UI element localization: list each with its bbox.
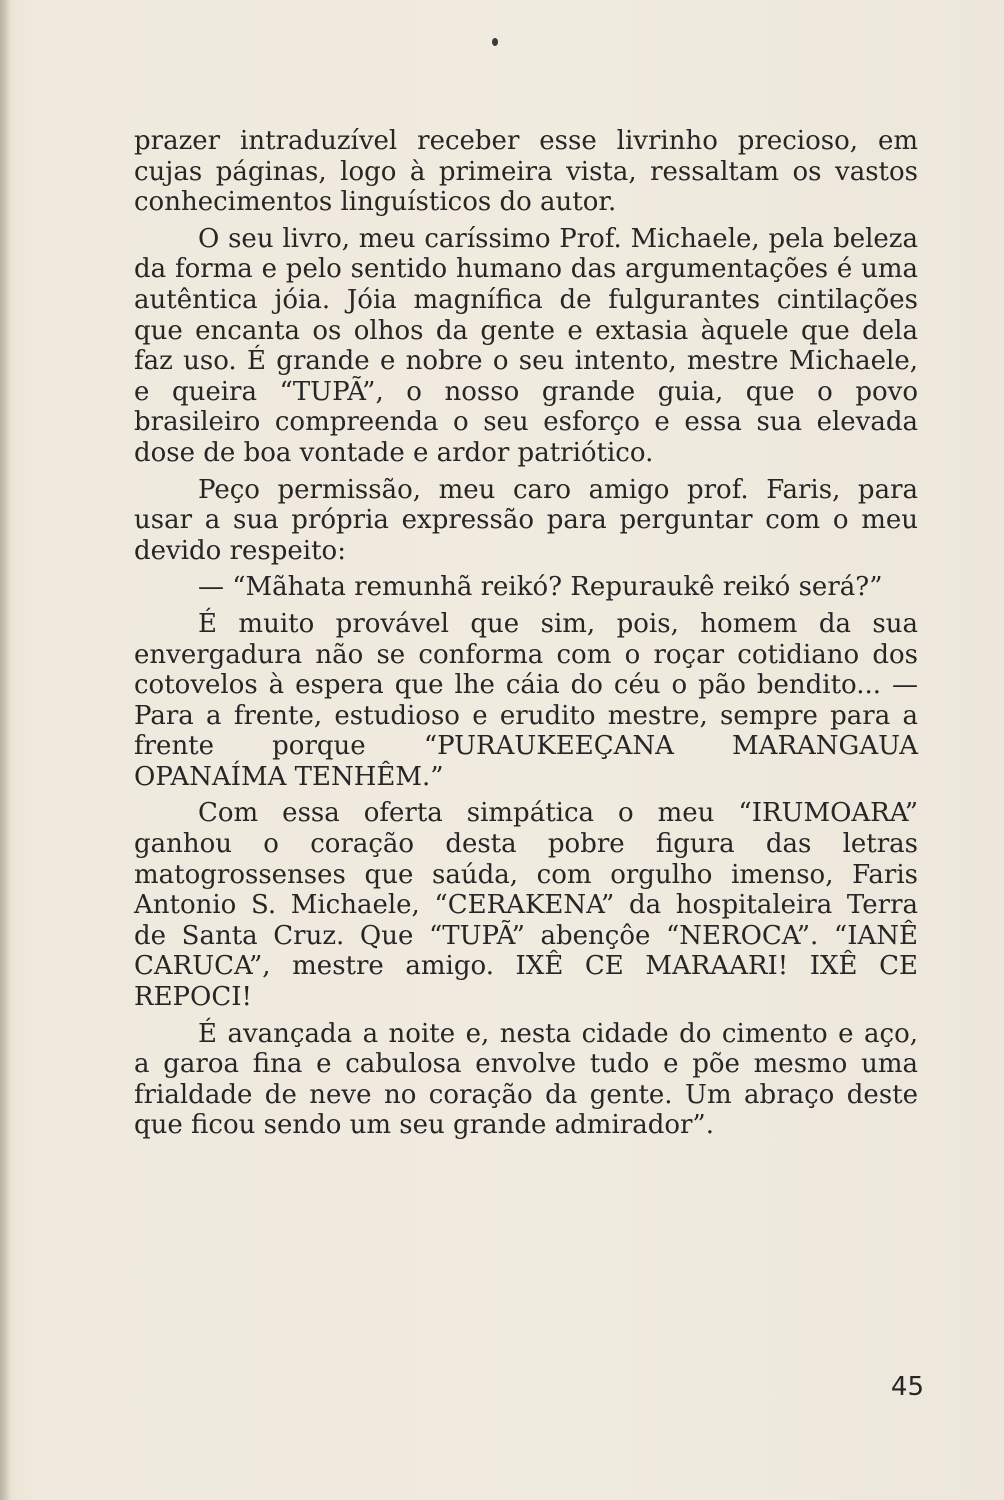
ink-dot: [492, 38, 498, 46]
text-body: [134, 126, 918, 1147]
paragraph-3: Peço permissão, meu caro amigo prof. Faris, para usar a sua própria expressão para perguntar com o meu devido respeito:: [134, 474, 918, 566]
paragraph-1: prazer intraduzível receber esse livrinho precioso, em cujas páginas, logo à primeira vista, ressaltam os vastos conhecimentos linguísticos do autor.: [134, 126, 918, 218]
spine-shadow: [0, 0, 10, 1500]
paragraph-7: É avançada a noite e, nesta cidade do cimento e aço, a garoa fina e cabulosa envolve tudo e põe mesmo uma frialdade de neve no coração da gente. Um abraço deste que ficou sendo um seu grande admirador”.: [134, 1018, 918, 1141]
paragraph-5: É muito provável que sim, pois, homem da sua envergadura não se conforma com o roçar cotidiano dos cotovelos à espera que lhe cáia do céu o pão bendito... — Para a frente, estudioso e erudito mestre, sempre para a frente porque “PURAUKEEÇANA MARANGAUA OPANAÍMA TENHÊM.”: [134, 608, 918, 792]
paragraph-6: Com essa oferta simpática o meu “IRUMOARA” ganhou o coração desta pobre figura das letras matogrossenses que saúda, com orgulho imenso, Faris Antonio S. Michaele, “CERAKENA” da hospitaleira Terra de Santa Cruz. Que “TUPÃ” abençôe “NEROCA”. “IANÊ CARUCA”, mestre amigo. IXÊ CE MARAARI! IXÊ CE REPOCI!: [134, 798, 918, 1013]
paragraph-quote: — “Mãhata remunhã reikó? Repuraukê reikó será?”: [198, 572, 883, 603]
paragraph-2: O seu livro, meu caríssimo Prof. Michaele, pela beleza da forma e pelo sentido humano das argumentações é uma autêntica jóia. Jóia magnífica de fulgurantes cintilações que encanta os olhos da gente e extasia àquele que dela faz uso. É grande e nobre o seu intento, mestre Michaele, e queira “TUPÃ”, o nosso grande guia, que o povo brasileiro compreenda o seu esforço e essa sua elevada dose de boa vontade e ardor patriótico.: [134, 223, 918, 468]
page-number: 45: [890, 1372, 924, 1402]
